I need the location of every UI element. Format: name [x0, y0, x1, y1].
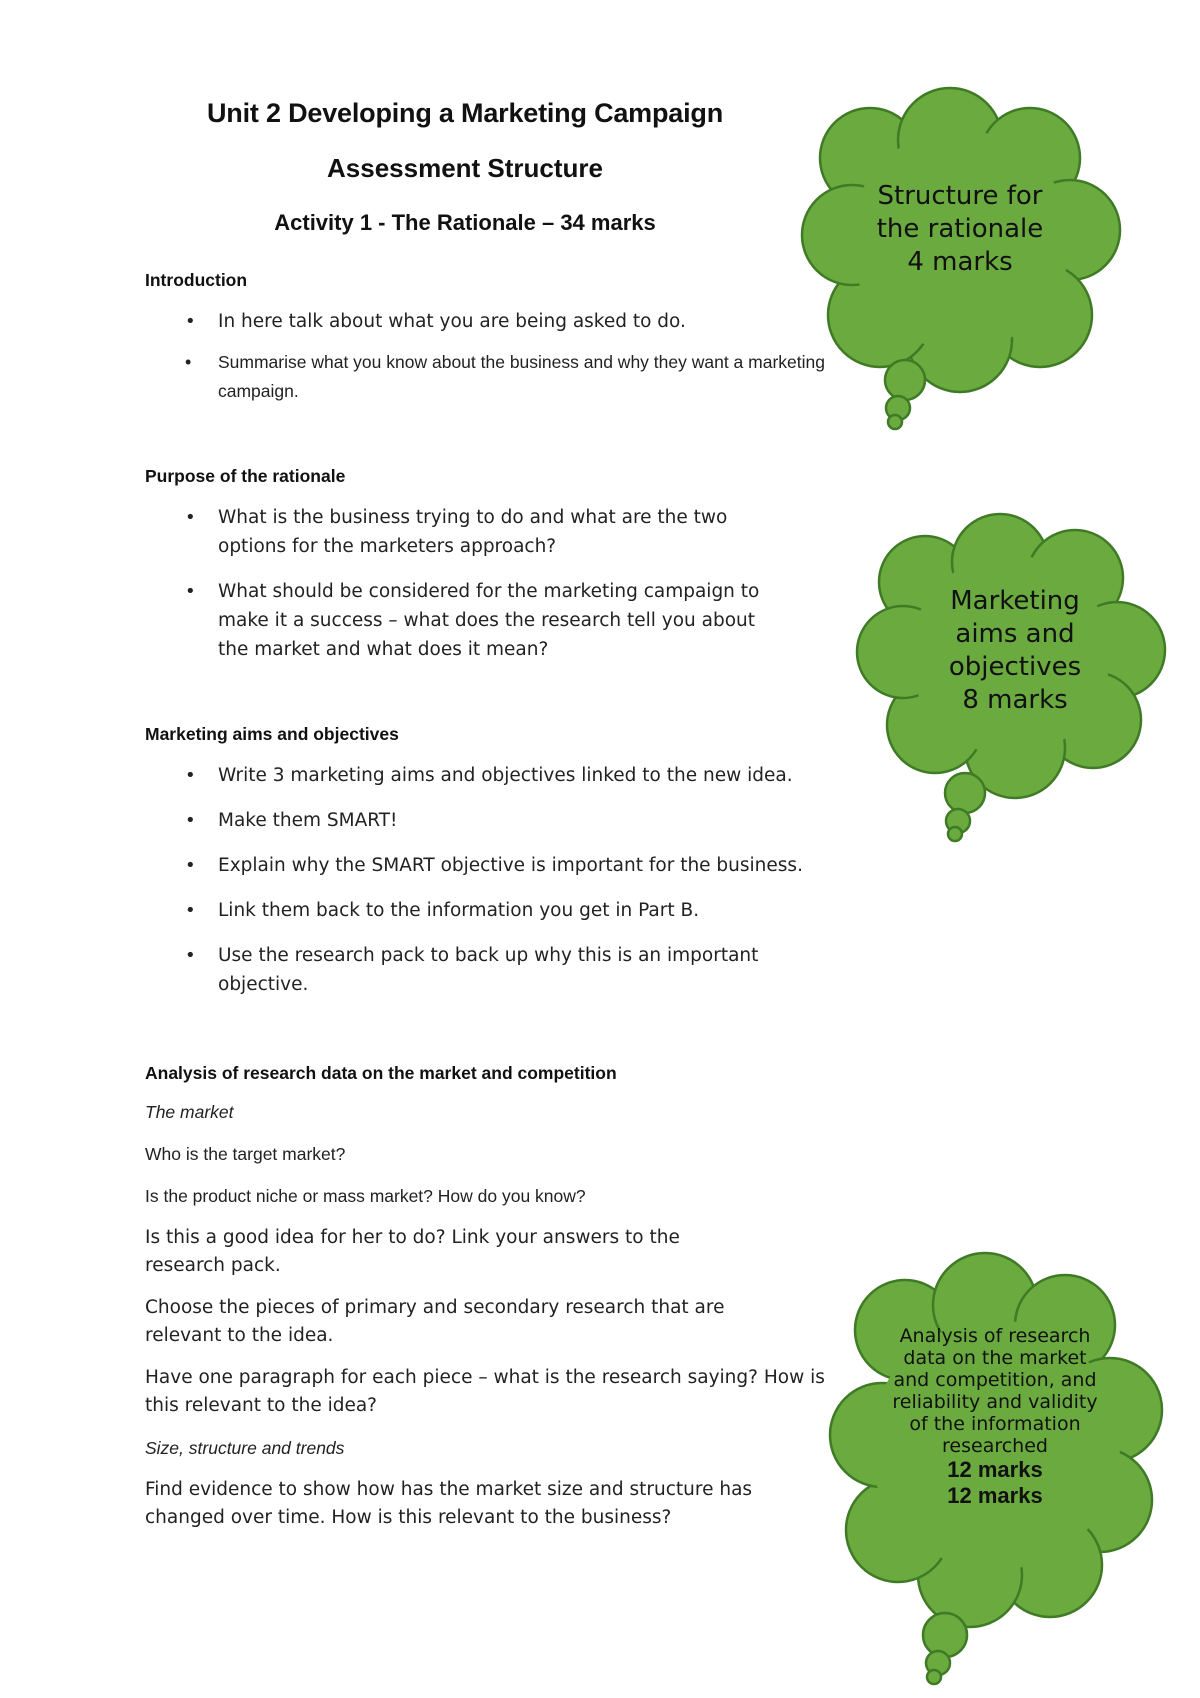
purpose-heading: Purpose of the rationale [145, 466, 346, 486]
list-item: • In here talk about what you are being asked to do. [145, 307, 845, 336]
activity-heading: Activity 1 - The Rationale – 34 marks [274, 210, 656, 235]
list-item: • Link them back to the information you get in Part B. [145, 896, 845, 925]
page-subtitle: Assessment Structure [327, 153, 603, 183]
bullet-icon: • [185, 765, 196, 786]
paragraph-good-idea: Is this a good idea for her to do? Link your answers to the research pack. [145, 1227, 680, 1276]
thought-cloud-rationale [800, 80, 1140, 430]
bullet-icon: • [185, 855, 196, 876]
bullet-icon: • [185, 900, 196, 921]
list-item: • What is the business trying to do and what are the two options for the marketers approach? [145, 503, 778, 561]
main-content [145, 270, 845, 1532]
paragraph-choose-research: Choose the pieces of primary and secondary research that are relevant to the idea. [145, 1297, 725, 1346]
size-structure-label: Size, structure and trends [145, 1438, 345, 1458]
introduction-list [145, 307, 845, 406]
purpose-list [145, 503, 845, 664]
list-item: • Summarise what you know about the business and why they want a marketing campaign. [145, 348, 845, 406]
paragraph-one-per-piece: Have one paragraph for each piece – what is the research saying? How is this relevant to the idea? [145, 1367, 825, 1416]
list-item: • Use the research pack to back up why this is an important objective. [145, 941, 778, 999]
bullet-icon: • [185, 352, 192, 372]
thought-cloud-analysis [830, 1250, 1170, 1690]
question-niche-mass: Is the product niche or mass market? How do you know? [145, 1186, 586, 1206]
aims-list [145, 761, 845, 999]
bullet-icon: • [185, 311, 196, 332]
paragraph-market-size: Find evidence to show how has the market size and structure has changed over time. How is this relevant to the business? [145, 1479, 753, 1528]
list-item: • What should be considered for the marketing campaign to make it a success – what does the research tell you about the market and what does it mean? [145, 577, 778, 664]
aims-heading: Marketing aims and objectives [145, 724, 399, 744]
analysis-heading: Analysis of research data on the market and competition [145, 1063, 617, 1083]
cloud-aims-text: Marketing aims and objectives 8 marks [948, 586, 1082, 715]
bullet-icon: • [185, 810, 196, 831]
cloud-rationale-text: Structure for the rationale 4 marks [876, 181, 1044, 277]
list-item: • Make them SMART! [145, 806, 845, 835]
page-title: Unit 2 Developing a Marketing Campaign [207, 98, 723, 128]
question-target-market: Who is the target market? [145, 1144, 346, 1164]
introduction-heading: Introduction [145, 270, 248, 290]
market-label: The market [145, 1102, 234, 1122]
thought-cloud-aims [855, 510, 1185, 850]
bullet-icon: • [185, 945, 196, 966]
list-item: • Write 3 marketing aims and objectives linked to the new idea. [145, 761, 845, 790]
bullet-icon: • [185, 581, 196, 602]
bullet-icon: • [185, 507, 196, 528]
list-item: • Explain why the SMART objective is important for the business. [145, 851, 845, 880]
cloud-analysis-text: Analysis of research data on the market and competition, and reliability and validity of the information researched 12 marks 12 marks [892, 1325, 1098, 1508]
title-block [145, 98, 785, 236]
